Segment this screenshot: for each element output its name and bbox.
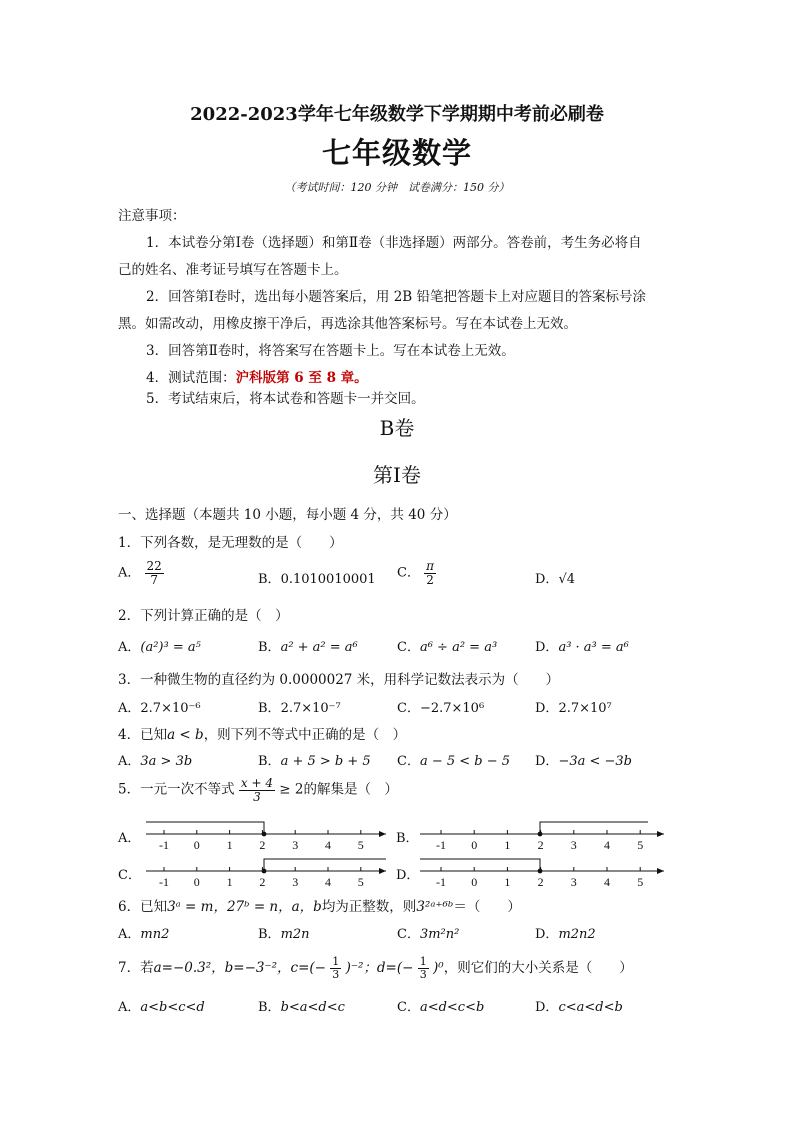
q5-option-a-label: A．: [118, 831, 141, 846]
q7-option-c: C．a<d<c<b: [397, 1000, 485, 1015]
q5-option-a-number-line: [146, 822, 386, 852]
q6-option-d: D．m2n2: [535, 927, 596, 942]
axis-arrow: [657, 831, 664, 837]
tick-label: 2: [259, 838, 266, 852]
tick-label: 3: [292, 838, 299, 852]
tick-label: 4: [325, 875, 331, 889]
note-1-line-1: 1．本试卷分第Ⅰ卷（选择题）和第Ⅱ卷（非选择题）两部分。答卷前，考生务必将自: [146, 235, 642, 251]
q1-stem: 1．下列各数，是无理数的是（ ）: [118, 535, 343, 551]
solution-bracket: [264, 859, 386, 871]
tick-label: 2: [259, 875, 266, 889]
q6-stem: 6．已知3ᵃ = m，27ᵇ = n，a，b均为正整数，则3²ᵃ⁺⁶ᵇ＝（ ）: [118, 899, 521, 915]
tick-label: 1: [226, 875, 233, 889]
q2-option-b: B．a² + a² = a⁶: [258, 640, 358, 655]
note-4-prefix: 4．测试范围：: [146, 370, 236, 386]
q2-option-c: C．a⁶ ÷ a² = a³: [397, 640, 498, 655]
tick-label: 0: [193, 838, 200, 852]
q5-option-b-label: B．: [396, 831, 419, 846]
endpoint-dot: [262, 869, 267, 874]
q7-option-b: B．b<a<d<c: [258, 1000, 345, 1015]
note-1-line-2: 己的姓名、准考证号填写在答题卡上。: [118, 262, 348, 278]
section-heading: 一、选择题（本题共 10 小题，每小题 4 分，共 40 分）: [118, 507, 457, 523]
tick-label: -1: [436, 875, 446, 889]
tick-label: 1: [504, 875, 511, 889]
tick-label: 0: [471, 838, 478, 852]
q4-option-a: A．3a > 3b: [118, 754, 193, 769]
axis-arrow: [379, 831, 386, 837]
note-5: 5．考试结束后，将本试卷和答题卡一并交回。: [146, 391, 425, 407]
tick-label: 3: [292, 875, 299, 889]
q5-stem: 5．一元一次不等式 $\frac{x + 4}{3}$ ≥ 2的解集是（ ）: [118, 776, 398, 804]
axis-arrow: [657, 868, 664, 874]
q2-stem: 2．下列计算正确的是（ ）: [118, 608, 289, 624]
q7-option-d: D．c<a<d<b: [535, 1000, 623, 1015]
notes-heading: 注意事项：: [118, 208, 186, 224]
q3-option-b: B．2.7×10⁻⁷: [258, 701, 341, 716]
q3-stem: 3．一种微生物的直径约为 0.0000027 米，用科学记数法表示为（ ）: [118, 672, 560, 688]
tick-label: 0: [471, 875, 478, 889]
q2-option-d: D．a³ · a³ = a⁶: [535, 640, 629, 655]
q3-option-a: A．2.7×10⁻⁶: [118, 701, 201, 716]
exam-title: 2022-2023学年七年级数学下学期期中考前必刷卷: [190, 104, 604, 125]
endpoint-dot: [538, 869, 543, 874]
tick-label: -1: [436, 838, 446, 852]
endpoint-dot: [538, 832, 543, 837]
tick-label: -1: [159, 875, 169, 889]
solution-bracket: [540, 822, 648, 834]
q6-option-b: B．m2n: [258, 927, 310, 942]
solution-bracket: [420, 859, 540, 871]
tick-label: 4: [604, 875, 610, 889]
q3-option-d: D．2.7×10⁷: [535, 701, 612, 716]
q1-option-b: B．0.1010010001: [258, 572, 376, 587]
tick-label: 5: [637, 838, 644, 852]
q7-option-a: A．a<b<c<d: [118, 1000, 205, 1015]
q1-option-d: D．√4: [535, 572, 575, 587]
q5-option-c-label: C．: [118, 868, 141, 883]
q4-stem: 4．已知a < b，则下列不等式中正确的是（ ）: [118, 727, 407, 743]
note-3: 3．回答第Ⅱ卷时，将答案写在答题卡上。写在本试卷上无效。: [146, 343, 515, 359]
q4-option-b: B．a + 5 > b + 5: [258, 754, 371, 769]
paper-label: B卷: [379, 416, 415, 440]
part-label: 第Ⅰ卷: [373, 463, 421, 487]
q4-option-c: C．a − 5 < b − 5: [397, 754, 511, 769]
endpoint-dot: [262, 832, 267, 837]
tick-label: 1: [226, 838, 233, 852]
q4-option-d: D．−3a < −3b: [535, 754, 632, 769]
tick-label: -1: [159, 838, 169, 852]
tick-label: 2: [537, 875, 544, 889]
tick-label: 1: [504, 838, 511, 852]
note-2-line-1: 2．回答第Ⅰ卷时，选出每小题答案后，用 2B 铅笔把答题卡上对应题目的答案标号涂: [146, 289, 647, 305]
tick-label: 3: [570, 875, 577, 889]
tick-label: 5: [357, 838, 364, 852]
tick-label: 5: [357, 875, 364, 889]
tick-label: 4: [325, 838, 331, 852]
q5-option-b-number-line: [420, 822, 664, 852]
q5-option-c-number-line: [146, 859, 386, 889]
q6-option-c: C．3m²n²: [397, 927, 460, 942]
tick-label: 2: [537, 838, 544, 852]
exam-info: （考试时间：120 分钟 试卷满分：150 分）: [284, 181, 510, 194]
q1-option-c: C． $\frac{\pi}{2}$: [397, 559, 434, 587]
q5-option-d-number-line: [420, 859, 664, 889]
axis-arrow: [379, 868, 386, 874]
q3-option-c: C．−2.7×10⁶: [397, 701, 485, 716]
tick-label: 5: [637, 875, 644, 889]
note-2-line-2: 黑。如需改动，用橡皮擦干净后，再选涂其他答案标号。写在本试卷上无效。: [118, 316, 577, 332]
tick-label: 4: [604, 838, 610, 852]
subject-title: 七年级数学: [321, 136, 472, 170]
q6-option-a: A．mn2: [118, 927, 170, 942]
q7-stem: 7．若a=−0.3²，b=−3⁻²，c=(− $\frac{1}{3}$ )⁻²；d=(− $\frac{1}{3}$ )⁰，则它们的大小关系是（ ）: [118, 955, 633, 981]
q1-option-a: A． $\frac{22}{7}$: [118, 559, 162, 587]
q2-option-a: A．(a²)³ = a⁵: [118, 640, 201, 655]
q5-option-d-label: D．: [396, 868, 420, 883]
tick-label: 3: [570, 838, 577, 852]
test-scope: 沪科版第 6 至 8 章。: [235, 370, 368, 386]
tick-label: 0: [193, 875, 200, 889]
